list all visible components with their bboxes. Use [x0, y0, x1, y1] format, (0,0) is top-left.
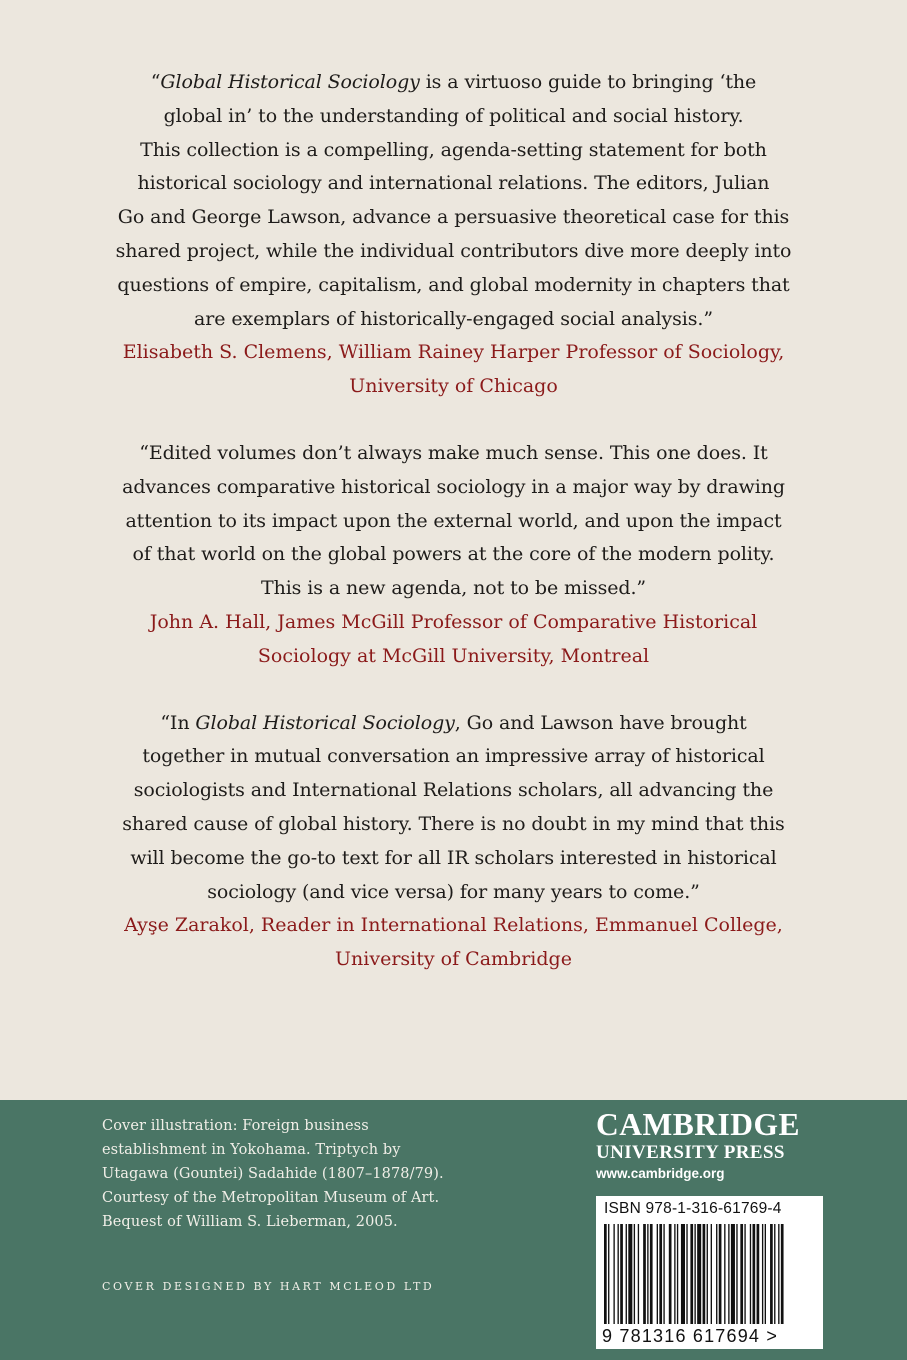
- barcode-bar: [711, 1224, 712, 1324]
- quote-attribution: [0, 606, 907, 674]
- quote-line: of that world on the global powers at the core of the modern polity.: [132, 543, 775, 566]
- barcode-bar: [765, 1224, 766, 1324]
- designer-credit: COVER DESIGNED BY HART MCLEOD LTD: [102, 1280, 435, 1293]
- barcode-bar: [674, 1224, 675, 1324]
- credit-line: Utagawa (Gountei) Sadahide (1807–1878/79).: [102, 1166, 444, 1182]
- quote-line: questions of empire, capitalism, and global modernity in chapters that: [117, 273, 790, 296]
- barcode-bar: [638, 1224, 639, 1324]
- barcode-digits: 9 781316 617694 >: [602, 1326, 779, 1346]
- quote-line: sociologists and International Relations scholars, all advancing the: [133, 779, 774, 802]
- barcode-bar: [657, 1224, 658, 1324]
- barcode-bar: [778, 1224, 779, 1324]
- barcode-bar: [608, 1224, 609, 1324]
- credit-line: Bequest of William S. Lieberman, 2005.: [102, 1214, 398, 1230]
- book-title: Global Historical Sociology: [160, 71, 420, 93]
- barcode-bar: [647, 1224, 648, 1324]
- barcode-bar: [707, 1224, 708, 1324]
- endorsements: [0, 66, 907, 1010]
- book-title: Global Historical Sociology: [195, 711, 455, 734]
- credit-line: Courtesy of the Metropolitan Museum of Art.: [102, 1190, 440, 1206]
- barcode-bar: [618, 1224, 619, 1324]
- barcode-bar: [690, 1224, 693, 1324]
- credit-line: Cover illustration: Foreign business: [102, 1118, 369, 1134]
- barcode-bar: [740, 1224, 743, 1324]
- barcode-bar: [634, 1224, 635, 1324]
- quote-line: global in’ to the understanding of political and social history.: [163, 104, 744, 127]
- quote-attribution: [0, 336, 907, 404]
- barcode-bar: [770, 1224, 773, 1324]
- barcode-bar: [774, 1224, 775, 1324]
- quote-line: “Global Historical Sociology is a virtuoso guide to bringing ‘the: [150, 71, 757, 93]
- quote-line: This collection is a compelling, agenda-setting statement for both: [140, 138, 767, 161]
- attribution-line: Ayşe Zarakol, Reader in International Relations, Emmanuel College,: [124, 914, 783, 937]
- barcode-icon: [596, 1222, 823, 1326]
- barcode-bar: [736, 1224, 737, 1324]
- endorsement-1: [0, 66, 907, 404]
- barcode-bar: [781, 1224, 784, 1324]
- quote-line: “In Global Historical Sociology, Go and Lawson have brought: [160, 711, 747, 734]
- barcode-bar: [663, 1224, 664, 1324]
- barcode-bar: [757, 1224, 760, 1324]
- quote-attribution: [0, 909, 907, 977]
- attribution-line: Elisabeth S. Clemens, William Rainey Harper Professor of Sociology,: [122, 341, 785, 364]
- footer-band: [0, 1100, 907, 1360]
- attribution-line: University of Cambridge: [335, 948, 572, 971]
- barcode-bar: [669, 1224, 672, 1324]
- endorsement-2: [0, 437, 907, 674]
- barcode-bar: [604, 1224, 607, 1324]
- barcode-bar: [694, 1224, 695, 1324]
- barcode-bar: [744, 1224, 745, 1324]
- quote-line: Go and George Lawson, advance a persuasive theoretical case for this: [117, 206, 790, 229]
- barcode-bar: [731, 1224, 735, 1324]
- barcode-bar: [613, 1224, 614, 1324]
- barcode-bar: [716, 1224, 717, 1324]
- publisher-url: www.cambridge.org: [596, 1166, 725, 1181]
- barcode-bar: [703, 1224, 706, 1324]
- quote-text: [0, 66, 907, 336]
- quote-line: shared project, while the individual contributors dive more deeply into: [115, 239, 792, 262]
- barcode-bar: [677, 1224, 678, 1324]
- barcode-bar: [681, 1224, 685, 1324]
- quote-line: advances comparative historical sociology in a major way by drawing: [122, 475, 785, 498]
- attribution-line: Sociology at McGill University, Montreal: [257, 644, 650, 667]
- barcode-bar: [728, 1224, 729, 1324]
- publisher-name: CAMBRIDGE: [596, 1107, 801, 1142]
- quote-line: “Edited volumes don’t always make much sense. This one does. It: [139, 441, 768, 464]
- barcode-bar: [620, 1224, 623, 1324]
- barcode-bar: [762, 1224, 763, 1324]
- barcode-bar: [626, 1224, 627, 1324]
- attribution-line: John A. Hall, James McGill Professor of Comparative Historical: [149, 610, 758, 633]
- quote-line: This is a new agenda, not to be missed.”: [261, 577, 646, 600]
- quote-line: are exemplars of historically-engaged social analysis.”: [194, 307, 713, 330]
- endorsement-3: [0, 707, 907, 977]
- barcode-bar: [719, 1224, 722, 1324]
- credit-line: establishment in Yokohama. Triptych by: [102, 1142, 401, 1158]
- quote-text: [0, 437, 907, 606]
- barcode-bar: [650, 1224, 653, 1324]
- isbn-label: ISBN 978-1-316-61769-4: [604, 1200, 782, 1217]
- barcode-bar: [628, 1224, 632, 1324]
- barcode-bar: [724, 1224, 725, 1324]
- quote-line: sociology (and vice versa) for many years to come.”: [207, 880, 700, 903]
- quote-line: attention to its impact upon the external world, and upon the impact: [125, 509, 782, 532]
- publisher-subtitle: UNIVERSITY PRESS: [596, 1142, 785, 1163]
- barcode-bar: [659, 1224, 662, 1324]
- cover-credit: [102, 1114, 482, 1234]
- barcode-bar: [697, 1224, 701, 1324]
- quote-line: shared cause of global history. There is no doubt in my mind that this: [122, 812, 785, 835]
- quote-line: will become the go-to text for all IR scholars interested in historical: [130, 846, 777, 869]
- attribution-line: University of Chicago: [349, 375, 558, 398]
- publisher-logo: [596, 1108, 826, 1184]
- barcode-bar: [750, 1224, 751, 1324]
- barcode-panel: [596, 1196, 823, 1349]
- barcode-bar: [643, 1224, 646, 1324]
- barcode-bar: [753, 1224, 756, 1324]
- quote-line: together in mutual conversation an impressive array of historical: [142, 745, 765, 768]
- barcode-bar: [686, 1224, 687, 1324]
- quote-line: historical sociology and international relations. The editors, Julian: [137, 172, 770, 195]
- quote-text: [0, 707, 907, 910]
